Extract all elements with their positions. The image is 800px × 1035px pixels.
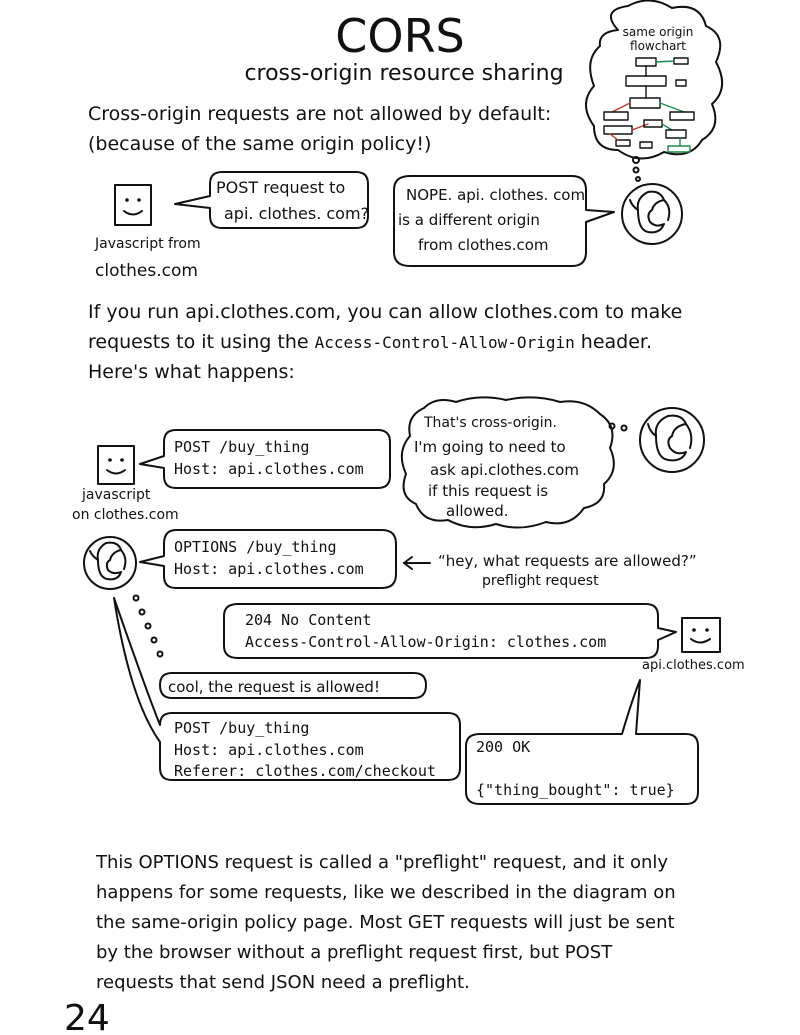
footer-line5: requests that send JSON need a preflight. xyxy=(96,972,470,993)
options-line1: OPTIONS /buy_thing xyxy=(174,538,337,556)
preflight-note-line1: “hey, what requests are allowed?” xyxy=(438,552,697,570)
page-subtitle: cross-origin resource sharing xyxy=(244,61,564,86)
browser-icon xyxy=(84,537,136,589)
face-smile xyxy=(124,211,142,215)
options-request-bubble xyxy=(140,530,396,588)
flowchart-thought-cloud xyxy=(586,0,722,181)
server-box xyxy=(682,618,720,652)
face-eye xyxy=(108,458,112,462)
middle-line1: If you run api.clothes.com, you can allow clothes.com to make xyxy=(88,301,683,323)
face-eye xyxy=(705,628,709,632)
face-eye xyxy=(120,458,124,462)
response200-line3: {"thing_bought": true} xyxy=(476,781,675,799)
middle-line2-pre: requests to it using the xyxy=(88,331,315,353)
intro-line2: (because of the same origin policy!) xyxy=(88,133,432,155)
flowchart-label-line1: same origin xyxy=(622,25,694,39)
cool-thought-bubble xyxy=(160,673,426,698)
face-eye xyxy=(137,198,141,202)
response-200-bubble xyxy=(466,680,698,804)
thought-dot xyxy=(636,177,640,181)
middle-line2 xyxy=(88,331,652,353)
footer-line4: by the browser without a preflight request first, but POST xyxy=(96,942,613,963)
header-name-code: Access-Control-Allow-Origin xyxy=(314,333,575,352)
scene1-browser-speech-bubble xyxy=(394,176,614,266)
thought-dot xyxy=(634,168,639,173)
middle-line3: Here's what happens: xyxy=(88,361,295,383)
thought-dot xyxy=(610,424,615,429)
flowchart-label-line2: flowchart xyxy=(630,39,686,53)
browser-icon xyxy=(640,408,704,472)
footer-line3: the same-origin policy page. Most GET requests will just be sent xyxy=(96,912,675,933)
options-line2: Host: api.clothes.com xyxy=(174,560,364,578)
response-204-bubble xyxy=(224,604,676,658)
thought-dot xyxy=(152,638,157,643)
face-eye xyxy=(692,628,696,632)
intro-line1: Cross-origin requests are not allowed by default: xyxy=(88,103,552,125)
request1-bubble xyxy=(140,430,390,488)
thought-dot xyxy=(622,426,627,431)
thought-dot xyxy=(158,652,163,657)
thought-dot xyxy=(134,596,139,601)
page-title: CORS xyxy=(335,9,465,63)
response204-line1: 204 No Content xyxy=(245,611,372,629)
flow-js-label-line2: on clothes.com xyxy=(72,507,179,523)
browser-icon xyxy=(622,184,682,244)
response204-line2: Access-Control-Allow-Origin: clothes.com xyxy=(245,633,607,651)
flow-javascript-box xyxy=(98,446,134,484)
thought-line2: I'm going to need to xyxy=(414,438,566,456)
page-number: 24 xyxy=(64,998,110,1035)
request2-line2: Host: api.clothes.com xyxy=(174,741,364,759)
scene1-js-bubble-line2: api. clothes. com? xyxy=(224,204,370,223)
thought-line3: ask api.clothes.com xyxy=(430,461,579,479)
scene1-browser-line3: from clothes.com xyxy=(418,236,549,254)
preflight-note-line2: preflight request xyxy=(482,573,599,589)
request2-line3: Referer: clothes.com/checkout xyxy=(174,762,436,780)
scene1-browser-line1: NOPE. api. clothes. com xyxy=(406,186,586,204)
thought-line1: That's cross-origin. xyxy=(424,415,558,431)
flow-js-label-line1: javascript xyxy=(82,487,151,503)
thought-dot xyxy=(140,610,145,615)
scene1-browser-line2: is a different origin xyxy=(398,211,540,229)
thought-dot xyxy=(633,157,639,163)
scene1-javascript-box xyxy=(115,185,151,225)
middle-line2-post: header. xyxy=(574,331,653,353)
request2-line1: POST /buy_thing xyxy=(174,719,310,737)
server-label: api.clothes.com xyxy=(642,658,745,673)
face-eye xyxy=(125,198,129,202)
scene1-js-speech-bubble xyxy=(175,172,369,228)
face-smile xyxy=(691,639,710,643)
scene1-js-label-line1: Javascript from xyxy=(95,236,201,252)
request1-line1: POST /buy_thing xyxy=(174,438,310,456)
preflight-arrow xyxy=(404,557,430,569)
browser-thought-cloud xyxy=(402,397,627,527)
request1-line2: Host: api.clothes.com xyxy=(174,460,364,478)
thought-line4: if this request is xyxy=(428,482,549,500)
thought-line5: allowed. xyxy=(446,502,509,520)
footer-line1: This OPTIONS request is called a "preflight" request, and it only xyxy=(96,852,669,873)
scene1-js-label-line2: clothes.com xyxy=(95,261,198,281)
face-smile xyxy=(107,470,125,474)
footer-line2: happens for some requests, like we described in the diagram on xyxy=(96,882,676,903)
cool-text: cool, the request is allowed! xyxy=(168,678,380,696)
thought-dot xyxy=(146,624,151,629)
scene1-js-bubble-line1: POST request to xyxy=(216,178,346,197)
response200-line1: 200 OK xyxy=(476,738,531,756)
